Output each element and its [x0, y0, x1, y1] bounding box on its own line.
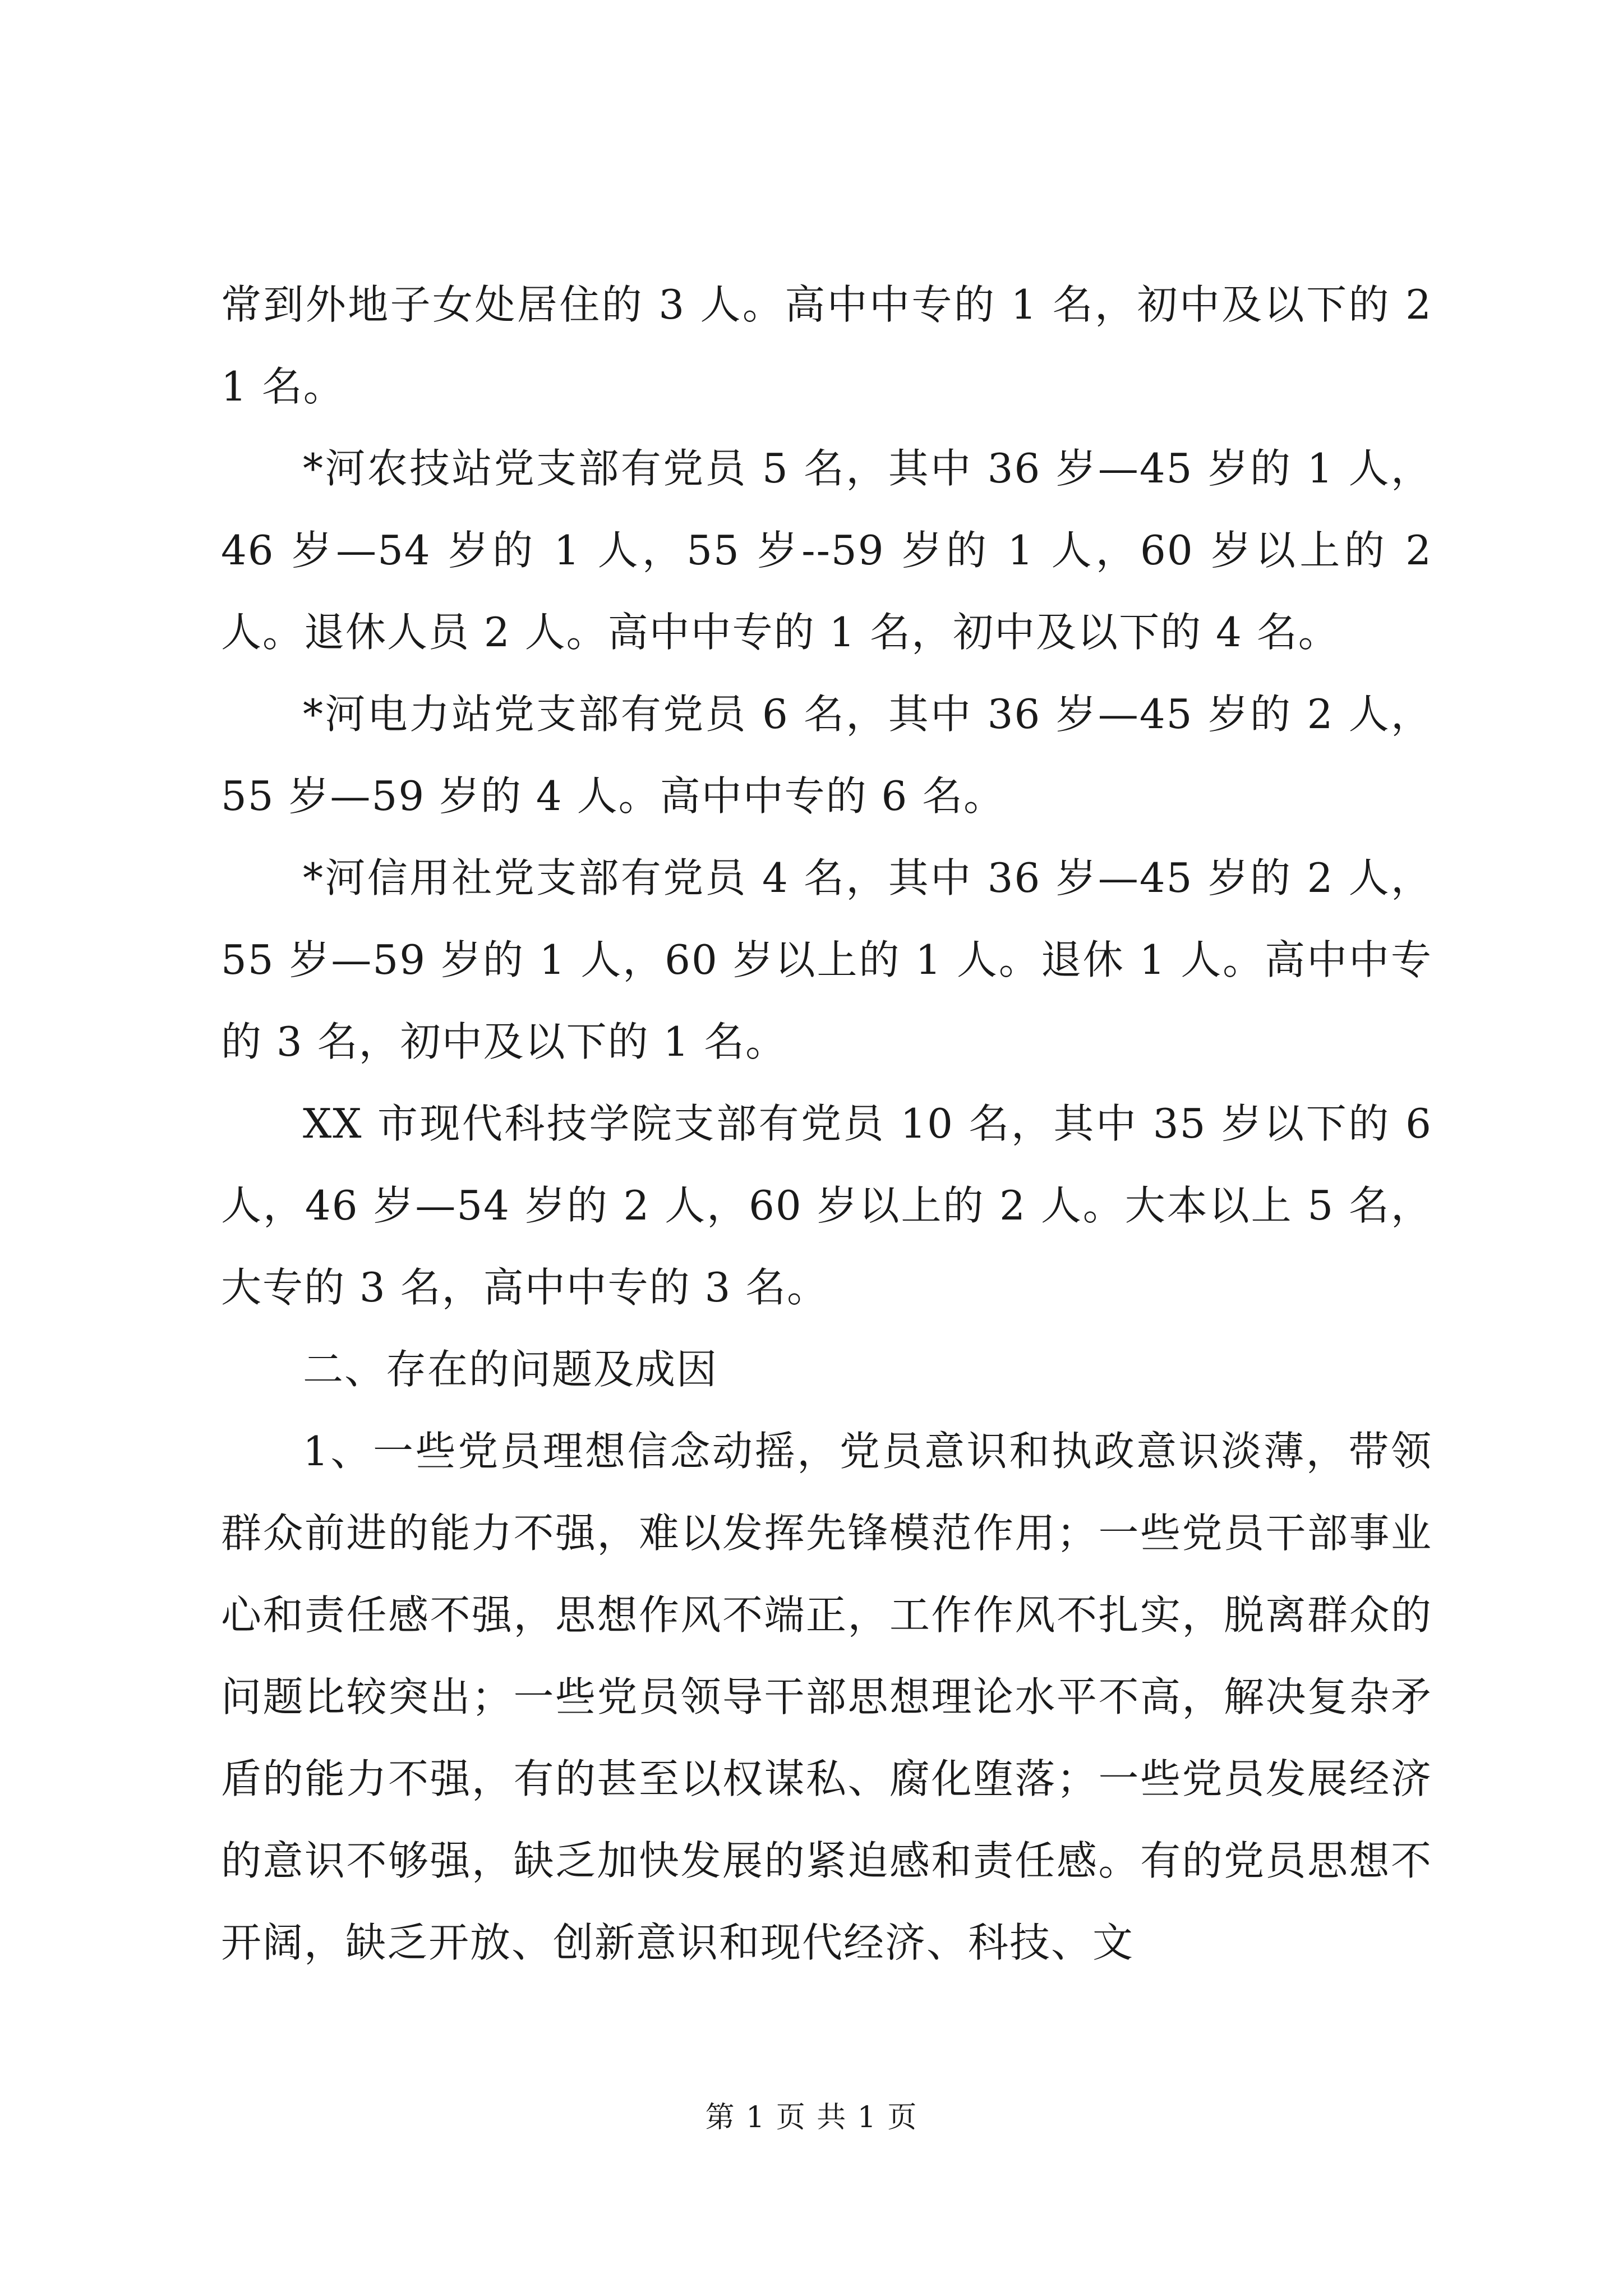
paragraph-credit-union: *河信用社党支部有党员 4 名，其中 36 岁—45 岁的 2 人，55 岁—59 岁的 1 人，60 岁以上的 1 人。退休 1 人。高中中专的 3 名，初中及以下的 1 名。	[221, 854, 1432, 1065]
paragraph-continuation: 常到外地子女处居住的 3 人。高中中专的 1 名，初中及以下的 21 名。	[221, 281, 1432, 410]
paragraph-power-station: *河电力站党支部有党员 6 名，其中 36 岁—45 岁的 2 人，55 岁—59 岁的 4 人。高中中专的 6 名。	[221, 691, 1432, 820]
paragraph-tech-college: XX 市现代科技学院支部有党员 10 名，其中 35 岁以下的 6 人，46 岁—54 岁的 2 人，60 岁以上的 2 人。大本以上 5 名，大专的 3 名，高中中专的 3 名。	[221, 1100, 1432, 1311]
paragraph-problems: 1、一些党员理想信念动摇，党员意识和执政意识淡薄，带领群众前进的能力不强，难以发挥先锋模范作用；一些党员干部事业心和责任感不强，思想作风不端正，工作作风不扎实，脱离群众的问题比较突出；一些党员领导干部思想理论水平不高，解决复杂矛盾的能力不强，有的甚至以权谋私、腐化堕落；一些党员发展经济的意识不够强，缺乏加快发展的紧迫感和责任感。有的党员思想不开阔，缺乏开放、创新意识和现代经济、科技、文	[221, 1428, 1432, 1966]
document-body	[221, 264, 1432, 1984]
paragraph-agri-tech-station: *河农技站党支部有党员 5 名，其中 36 岁—45 岁的 1 人，46 岁—54 岁的 1 人，55 岁--59 岁的 1 人，60 岁以上的 2 人。退休人员 2 人。高中中专的 1 名，初中及以下的 4 名。	[221, 445, 1432, 656]
section-heading: 二、存在的问题及成因	[303, 1346, 718, 1393]
page-footer: 第 1 页 共 1 页	[705, 2101, 918, 2134]
